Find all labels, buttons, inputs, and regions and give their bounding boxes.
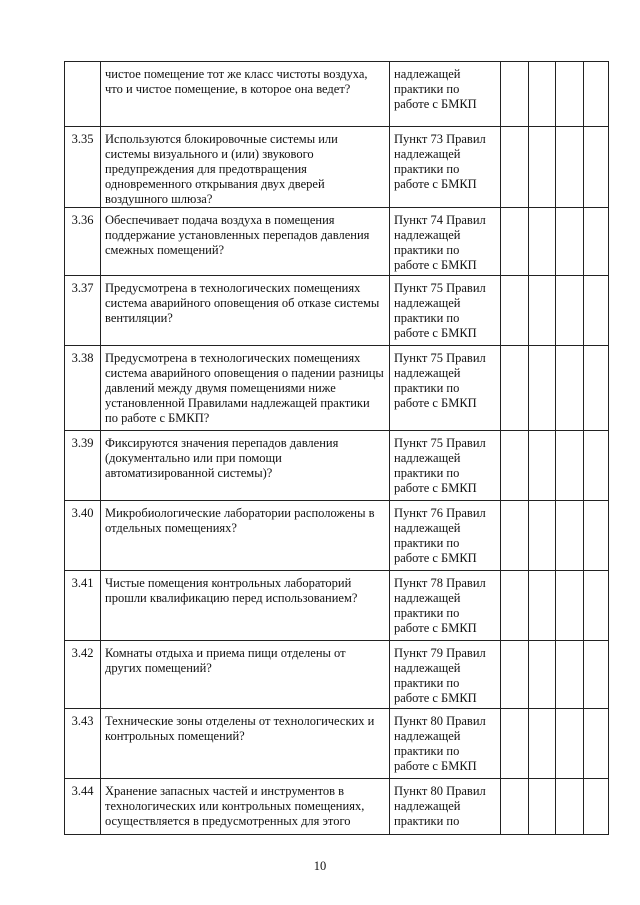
answer-cell (501, 641, 529, 709)
answer-cell (501, 62, 529, 127)
answer-cell (529, 641, 556, 709)
answer-cell (584, 127, 609, 208)
answer-cell (501, 346, 529, 431)
table-row (65, 501, 609, 571)
item-question: чистое помещение тот же класс чистоты воздуха, что и чистое помещение, в которое она ведет? (101, 62, 390, 127)
item-reference: Пункт 76 Правил надлежащей практики по работе с БМКП (390, 501, 501, 571)
answer-cell (556, 709, 584, 779)
item-reference: Пункт 73 Правил надлежащей практики по работе с БМКП (390, 127, 501, 208)
answer-cell (529, 208, 556, 276)
item-reference: Пункт 79 Правил надлежащей практики по работе с БМКП (390, 641, 501, 709)
answer-cell (556, 431, 584, 501)
answer-cell (529, 127, 556, 208)
table-row (65, 709, 609, 779)
answer-cell (529, 709, 556, 779)
item-reference: надлежащей практики по работе с БМКП (390, 62, 501, 127)
answer-cell (584, 346, 609, 431)
answer-cell (529, 276, 556, 346)
answer-cell (501, 779, 529, 835)
item-number: 3.38 (65, 346, 101, 431)
answer-cell (584, 501, 609, 571)
item-question: Комнаты отдыха и приема пищи отделены от других помещений? (101, 641, 390, 709)
answer-cell (556, 346, 584, 431)
item-number: 3.44 (65, 779, 101, 835)
answer-cell (584, 641, 609, 709)
item-number: 3.40 (65, 501, 101, 571)
item-number: 3.35 (65, 127, 101, 208)
answer-cell (556, 208, 584, 276)
checklist-body (65, 62, 609, 835)
table-row (65, 276, 609, 346)
item-question: Микробиологические лаборатории расположены в отдельных помещениях? (101, 501, 390, 571)
item-number: 3.41 (65, 571, 101, 641)
table-row (65, 127, 609, 208)
item-question: Предусмотрена в технологических помещениях система аварийного оповещения об отказе системы вентиляции? (101, 276, 390, 346)
item-question: Чистые помещения контрольных лабораторий прошли квалификацию перед использованием? (101, 571, 390, 641)
answer-cell (584, 276, 609, 346)
answer-cell (501, 501, 529, 571)
table-row (65, 571, 609, 641)
item-reference: Пункт 74 Правил надлежащей практики по работе с БМКП (390, 208, 501, 276)
answer-cell (556, 501, 584, 571)
answer-cell (529, 346, 556, 431)
item-reference: Пункт 80 Правил надлежащей практики по (390, 779, 501, 835)
item-number: 3.37 (65, 276, 101, 346)
item-question: Хранение запасных частей и инструментов в технологических или контрольных помещениях, осуществляется в предусмотренных для этого (101, 779, 390, 835)
answer-cell (501, 276, 529, 346)
item-reference: Пункт 75 Правил надлежащей практики по работе с БМКП (390, 431, 501, 501)
answer-cell (556, 127, 584, 208)
table-row (65, 431, 609, 501)
answer-cell (584, 709, 609, 779)
answer-cell (501, 127, 529, 208)
answer-cell (529, 431, 556, 501)
item-reference: Пункт 75 Правил надлежащей практики по работе с БМКП (390, 276, 501, 346)
item-question: Фиксируются значения перепадов давления (документально или при помощи автоматизированной системы)? (101, 431, 390, 501)
table-row (65, 641, 609, 709)
item-question: Обеспечивает подача воздуха в помещения поддержание установленных перепадов давления смежных помещений? (101, 208, 390, 276)
answer-cell (584, 779, 609, 835)
answer-cell (501, 709, 529, 779)
answer-cell (556, 276, 584, 346)
answer-cell (584, 431, 609, 501)
table-row (65, 208, 609, 276)
checklist-table (64, 61, 609, 835)
answer-cell (584, 208, 609, 276)
table-row (65, 779, 609, 835)
answer-cell (501, 208, 529, 276)
item-number: 3.43 (65, 709, 101, 779)
item-number: 3.42 (65, 641, 101, 709)
answer-cell (501, 431, 529, 501)
answer-cell (584, 62, 609, 127)
answer-cell (501, 571, 529, 641)
table-row (65, 62, 609, 127)
answer-cell (529, 779, 556, 835)
item-reference: Пункт 75 Правил надлежащей практики по работе с БМКП (390, 346, 501, 431)
answer-cell (556, 641, 584, 709)
item-question: Технические зоны отделены от технологических и контрольных помещений? (101, 709, 390, 779)
item-reference: Пункт 80 Правил надлежащей практики по работе с БМКП (390, 709, 501, 779)
table-row (65, 346, 609, 431)
answer-cell (529, 62, 556, 127)
answer-cell (556, 62, 584, 127)
item-number: 3.36 (65, 208, 101, 276)
answer-cell (529, 571, 556, 641)
item-number (65, 62, 101, 127)
page-number: 10 (313, 859, 327, 873)
answer-cell (584, 571, 609, 641)
item-question: Используются блокировочные системы или системы визуального и (или) звукового предупреждения для предотвращения одновременного открывания двух дверей воздушного шлюза? (101, 127, 390, 208)
item-reference: Пункт 78 Правил надлежащей практики по работе с БМКП (390, 571, 501, 641)
answer-cell (556, 779, 584, 835)
answer-cell (556, 571, 584, 641)
answer-cell (529, 501, 556, 571)
item-question: Предусмотрена в технологических помещениях система аварийного оповещения о падении разницы давлений между двумя помещениями ниже установленной Правилами надлежащей практики по работе с БМКП? (101, 346, 390, 431)
item-number: 3.39 (65, 431, 101, 501)
